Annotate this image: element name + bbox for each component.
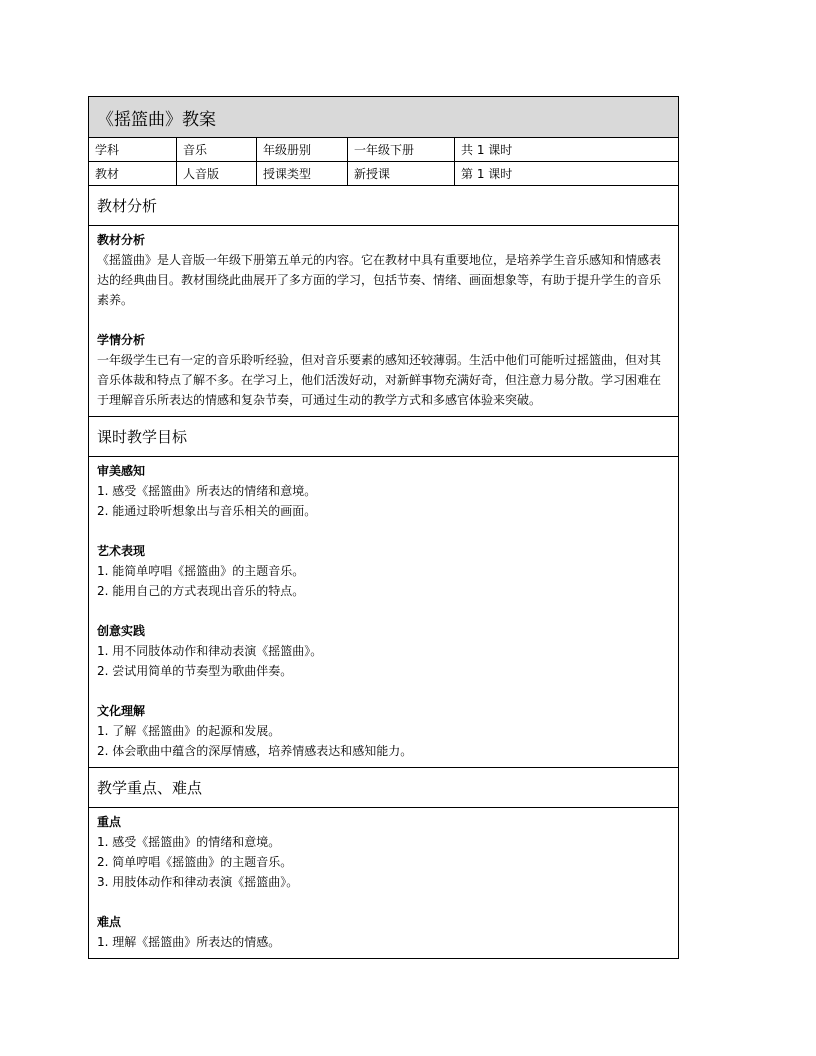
grade-label: 年级册别 — [257, 138, 348, 161]
lesson-plan-table — [88, 96, 679, 959]
focus-title: 重点 — [97, 815, 122, 829]
objective-group-title: 创意实践 — [97, 624, 146, 638]
subject-value: 音乐 — [177, 138, 257, 161]
textbook-label: 教材 — [89, 162, 177, 185]
objective-item: 1. 了解《摇篮曲》的起源和发展。 — [97, 724, 281, 738]
keypoints-heading: 教学重点、难点 — [89, 768, 678, 808]
objective-item: 1. 感受《摇篮曲》所表达的情绪和意境。 — [97, 484, 317, 498]
focus-item: 3. 用肢体动作和律动表演《摇篮曲》。 — [97, 875, 299, 889]
current-period: 第 1 课时 — [461, 167, 513, 181]
objective-group-title: 文化理解 — [97, 704, 146, 718]
objective-item: 2. 能通过聆听想象出与音乐相关的画面。 — [97, 504, 317, 518]
textbook-value: 人音版 — [177, 162, 257, 185]
grade-value: 一年级下册 — [348, 138, 455, 161]
difficulty-title: 难点 — [97, 915, 122, 929]
objective-item: 2. 体会歌曲中蕴含的深厚情感，培养情感表达和感知能力。 — [97, 744, 413, 758]
focus-item: 1. 感受《摇篮曲》的情绪和意境。 — [97, 835, 281, 849]
student-analysis-title: 学情分析 — [97, 333, 146, 347]
student-analysis-text: 一年级学生已有一定的音乐聆听经验，但对音乐要素的感知还较薄弱。生活中他们可能听过摇篮曲，但对其音乐体裁和特点了解不多。在学习上，他们活泼好动，对新鲜事物充满好奇，但注意力易分散。学习困难在于理解音乐所表达的情感和复杂节奏，可通过生动的教学方式和多感官体验来突破。 — [97, 353, 662, 407]
material-analysis-title: 教材分析 — [97, 233, 146, 247]
objective-item: 1. 能简单哼唱《摇篮曲》的主题音乐。 — [97, 564, 305, 578]
objectives-heading: 课时教学目标 — [89, 417, 678, 457]
objectives-body — [89, 457, 678, 768]
lesson-type-label: 授课类型 — [257, 162, 348, 185]
focus-item: 2. 简单哼唱《摇篮曲》的主题音乐。 — [97, 855, 293, 869]
material-analysis-text: 《摇篮曲》是人音版一年级下册第五单元的内容。它在教材中具有重要地位，是培养学生音乐感知和情感表达的经典曲目。教材围绕此曲展开了多方面的学习，包括节奏、情绪、画面想象等，有助于提升学生的音乐素养。 — [97, 253, 662, 307]
objective-item: 1. 用不同肢体动作和律动表演《摇篮曲》。 — [97, 644, 323, 658]
info-row-2 — [89, 162, 678, 186]
objective-group-title: 审美感知 — [97, 464, 146, 478]
analysis-heading: 教材分析 — [89, 186, 678, 226]
objective-group-title: 艺术表现 — [97, 544, 146, 558]
objective-item: 2. 能用自己的方式表现出音乐的特点。 — [97, 584, 305, 598]
total-periods: 共 1 课时 — [461, 143, 513, 157]
difficulty-item: 1. 理解《摇篮曲》所表达的情感。 — [97, 935, 281, 949]
objective-item: 2. 尝试用简单的节奏型为歌曲伴奏。 — [97, 664, 293, 678]
document-title: 《摇篮曲》教案 — [89, 97, 678, 138]
subject-label: 学科 — [89, 138, 177, 161]
lesson-type-value: 新授课 — [348, 162, 455, 185]
keypoints-body — [89, 808, 678, 958]
analysis-body — [89, 226, 678, 417]
info-row-1 — [89, 138, 678, 162]
